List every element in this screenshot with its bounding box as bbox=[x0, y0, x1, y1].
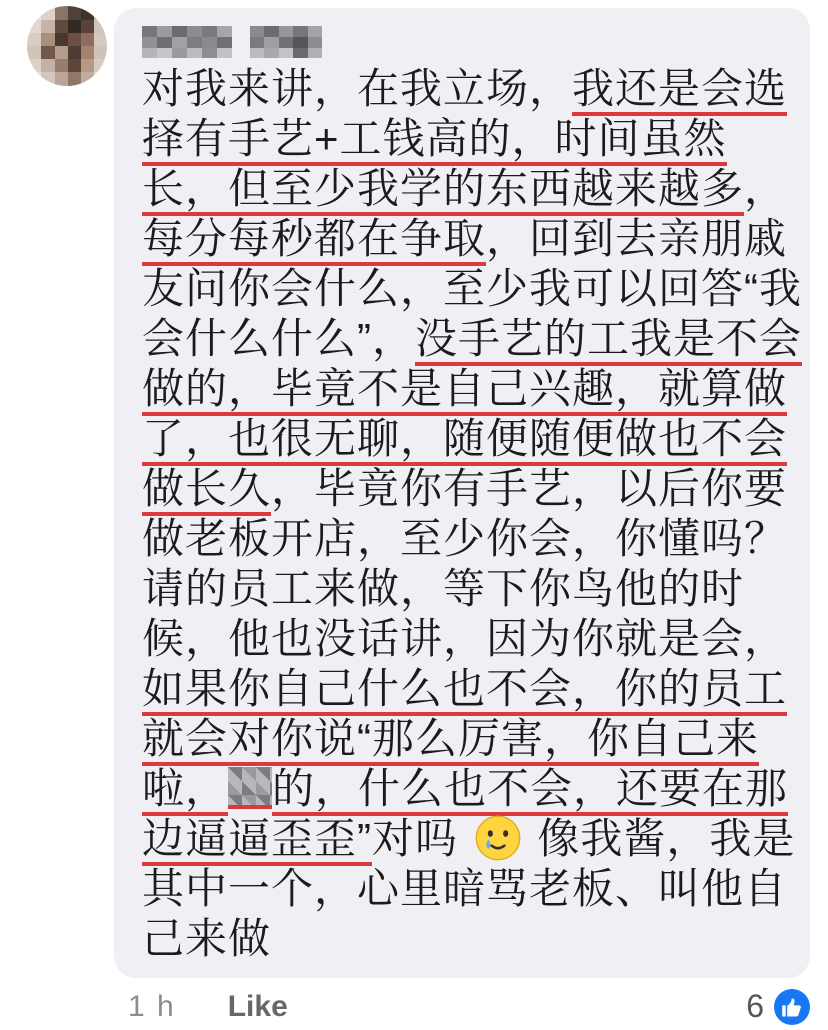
comment-line bbox=[142, 914, 794, 964]
comment-author[interactable] bbox=[142, 26, 794, 58]
comment-line bbox=[142, 414, 794, 464]
underlined-text-segment: 做长久 bbox=[142, 465, 271, 516]
underlined-text-segment: 了，也很无聊，随便随便做也不会 bbox=[142, 415, 787, 466]
comment-text bbox=[142, 64, 803, 964]
username-censor-block bbox=[250, 26, 322, 58]
username-censor-block bbox=[142, 26, 232, 58]
underlined-text-segment: 长，但至少我学的东西越来越多 bbox=[142, 165, 744, 216]
comment-text-segment: 其中一个，心里暗骂老板、叫他自 bbox=[142, 865, 788, 912]
smiling-face-with-tear-emoji bbox=[475, 815, 521, 861]
comment-line bbox=[142, 314, 803, 364]
censored-word-block bbox=[228, 767, 272, 809]
comment-bubble bbox=[114, 8, 810, 978]
underlined-text-segment: 择有手艺+工钱高的，时间虽然 bbox=[142, 115, 727, 166]
comment-line bbox=[142, 864, 794, 914]
underlined-text-segment: 边逼逼歪歪” bbox=[142, 815, 372, 866]
comment-text-segment: 请的员工来做，等下你鸟他的时 bbox=[142, 565, 745, 612]
comment-text-segment: 对吗 bbox=[372, 815, 471, 862]
comment-text-segment: 像我酱，我是 bbox=[524, 815, 796, 862]
comment-line bbox=[142, 814, 794, 864]
like-button[interactable]: Like bbox=[227, 989, 288, 1023]
comment-line bbox=[142, 214, 794, 264]
reaction-count[interactable]: 6 bbox=[746, 988, 764, 1024]
underlined-text-segment: 如果你自己什么也不会，你的员工 bbox=[142, 665, 787, 716]
avatar[interactable] bbox=[27, 6, 107, 86]
underlined-text-segment: 的，什么也不会，还要在那 bbox=[272, 765, 788, 816]
comment-text-segment: ，毕竟你有手艺，以后你要 bbox=[271, 465, 788, 512]
comment-text-segment: 会什么什么”， bbox=[142, 315, 415, 362]
comment-line bbox=[142, 614, 794, 664]
comment-text-segment: 己来做 bbox=[142, 915, 272, 962]
comment-line bbox=[142, 164, 794, 214]
comment-text-segment: 做老板开店，至少你会，你懂吗？ bbox=[142, 515, 788, 562]
comment-line bbox=[142, 364, 794, 414]
thumbs-up-reaction-icon[interactable] bbox=[774, 989, 810, 1025]
underlined-text-segment: 就会对你说“那么厉害，你自己来 bbox=[142, 715, 759, 766]
underlined-text-segment: 我还是会选 bbox=[572, 65, 787, 116]
comment-line bbox=[142, 764, 794, 814]
comment-line bbox=[142, 64, 794, 114]
comment-line bbox=[142, 564, 794, 614]
underlined-text-segment: 做的，毕竟不是自己兴趣，就算做 bbox=[142, 365, 787, 416]
comment-line bbox=[142, 714, 794, 764]
comment-line bbox=[142, 114, 794, 164]
underlined-text-segment: 没手艺的工我是不会 bbox=[415, 315, 802, 366]
comment-line bbox=[142, 514, 794, 564]
comment-footer bbox=[128, 988, 810, 1025]
comment-timestamp[interactable]: 1 h bbox=[128, 989, 176, 1023]
avatar-pixelated-image bbox=[27, 6, 107, 86]
underlined-text-segment: 每分每秒都在争取 bbox=[142, 215, 486, 266]
comment-text-segment: 友问你会什么，至少我可以回答“我 bbox=[142, 265, 802, 312]
comment-text-segment: ， bbox=[744, 165, 788, 212]
comment-line bbox=[142, 664, 794, 714]
underlined-text-segment: 啦， bbox=[142, 765, 228, 816]
comment-line bbox=[142, 264, 802, 314]
comment-text-segment: 对我来讲，在我立场， bbox=[142, 65, 573, 112]
comment-text-segment: 候，他也没话讲，因为你就是会， bbox=[142, 615, 788, 662]
comment-text-segment: ，回到去亲朋戚 bbox=[486, 215, 788, 262]
comment-line bbox=[142, 464, 794, 514]
